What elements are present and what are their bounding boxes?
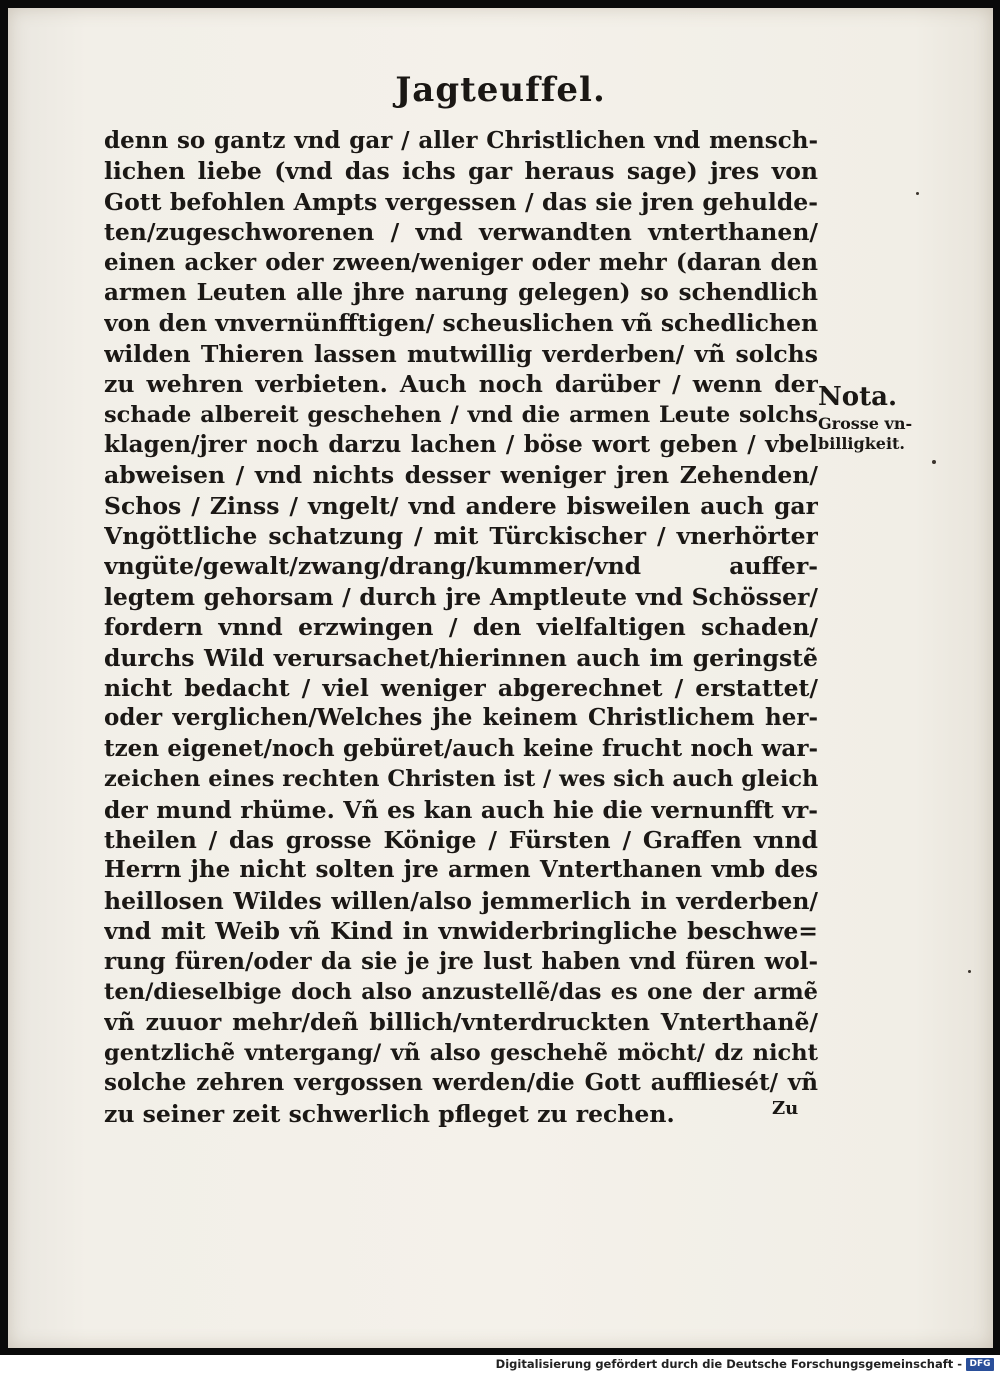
text-line: abweisen / vnd nichts desser weniger jren Zehenden/ <box>104 461 818 490</box>
text-line: von den vnvernünfftigen/ scheuslichen vñ schedlichen <box>104 309 818 338</box>
text-line: denn so gantz vnd gar / aller Christlichen vnd mensch- <box>104 127 818 154</box>
text-line: solche zehren vergossen werden/die Gott auffliesét/ vñ <box>104 1069 818 1097</box>
text-line: zeichen eines rechten Christen ist / wes sich auch gleich <box>104 766 818 793</box>
footer-bar <box>0 1355 1000 1374</box>
dfg-logo-icon: DFG <box>966 1358 994 1371</box>
text-line: vnd mit Weib vñ Kind in vnwiderbringliche beschwe= <box>104 917 818 946</box>
text-line: Gott befohlen Ampts vergessen / das sie jren gehulde- <box>104 187 818 216</box>
text-line: wilden Thieren lassen mutwillig verderben/ vñ solchs <box>104 339 818 368</box>
main-text <box>104 126 818 1129</box>
text-line: Vngöttliche schatzung / mit Türckischer / vnerhörter <box>104 522 818 551</box>
text-line: oder verglichen/Welches jhe keinem Christlichem her- <box>104 704 818 732</box>
text-line: tzen eigenet/noch gebüret/auch keine frucht noch war- <box>104 734 818 762</box>
text-line: schade albereit geschehen / vnd die armen Leute solchs <box>104 401 818 428</box>
book-page <box>8 8 993 1348</box>
ink-speck <box>932 460 936 464</box>
text-line: klagen/jrer noch darzu lachen / böse wort geben / vbel <box>104 430 818 458</box>
running-head: Jagteuffel. <box>395 70 606 110</box>
ink-speck <box>916 192 919 195</box>
text-line: theilen / das grosse Könige / Fürsten / Graffen vnnd <box>104 825 818 854</box>
text-line: nicht bedacht / viel weniger abgerechnet / erstattet/ <box>104 674 818 703</box>
text-line: ten/zugeschworenen / vnd verwandten vnterthanen/ <box>104 218 818 247</box>
catchword: Zu <box>772 1098 799 1119</box>
ink-speck <box>968 970 971 973</box>
text-line: vngüte/gewalt/zwang/drang/kummer/vnd auffer- <box>104 552 818 581</box>
marginal-line: Grosse vn- <box>818 414 913 433</box>
text-line: gentzlichẽ vntergang/ vñ also geschehẽ möcht/ dz nicht <box>104 1039 818 1066</box>
text-line: zu seiner zeit schwerlich pfleget zu rechen. <box>104 1099 675 1128</box>
text-line: legtem gehorsam / durch jre Amptleute vnd Schösser/ <box>104 582 818 611</box>
text-line: heillosen Wildes willen/also jemmerlich in verderben/ <box>104 886 818 915</box>
text-line: durchs Wild verursachet/hierinnen auch im geringstẽ <box>104 643 818 672</box>
text-line: der mund rhüme. Vñ es kan auch hie die vernunfft vr- <box>104 795 818 824</box>
text-line: lichen liebe (vnd das ichs gar heraus sage) jres von <box>104 157 818 186</box>
text-line: rung füren/oder da sie je jre lust haben vnd füren wol- <box>104 947 818 975</box>
marginal-heading: Nota. <box>818 382 898 412</box>
text-line: ten/dieselbige doch also anzustellẽ/das es one der armẽ <box>104 978 818 1005</box>
marginal-note <box>818 380 928 454</box>
text-line: Schos / Zinss / vngelt/ vnd andere bisweilen auch gar <box>104 491 818 520</box>
text-line: einen acker oder zween/weniger oder mehr (daran den <box>104 248 818 276</box>
footer-credit: Digitalisierung gefördert durch die Deutsche Forschungsgemeinschaft - <box>495 1357 962 1371</box>
marginal-line: billigkeit. <box>818 434 905 453</box>
text-line: fordern vnnd erzwingen / den vielfaltigen schaden/ <box>104 613 818 642</box>
text-line: Herrn jhe nicht solten jre armen Vnterthanen vmb des <box>104 856 818 884</box>
text-line: vñ zuuor mehr/deñ billich/vnterdruckten Vnterthanẽ/ <box>104 1008 818 1037</box>
text-line: zu wehren verbieten. Auch noch darüber / wenn der <box>104 370 818 399</box>
text-line: armen Leuten alle jhre narung gelegen) so schendlich <box>104 278 818 306</box>
